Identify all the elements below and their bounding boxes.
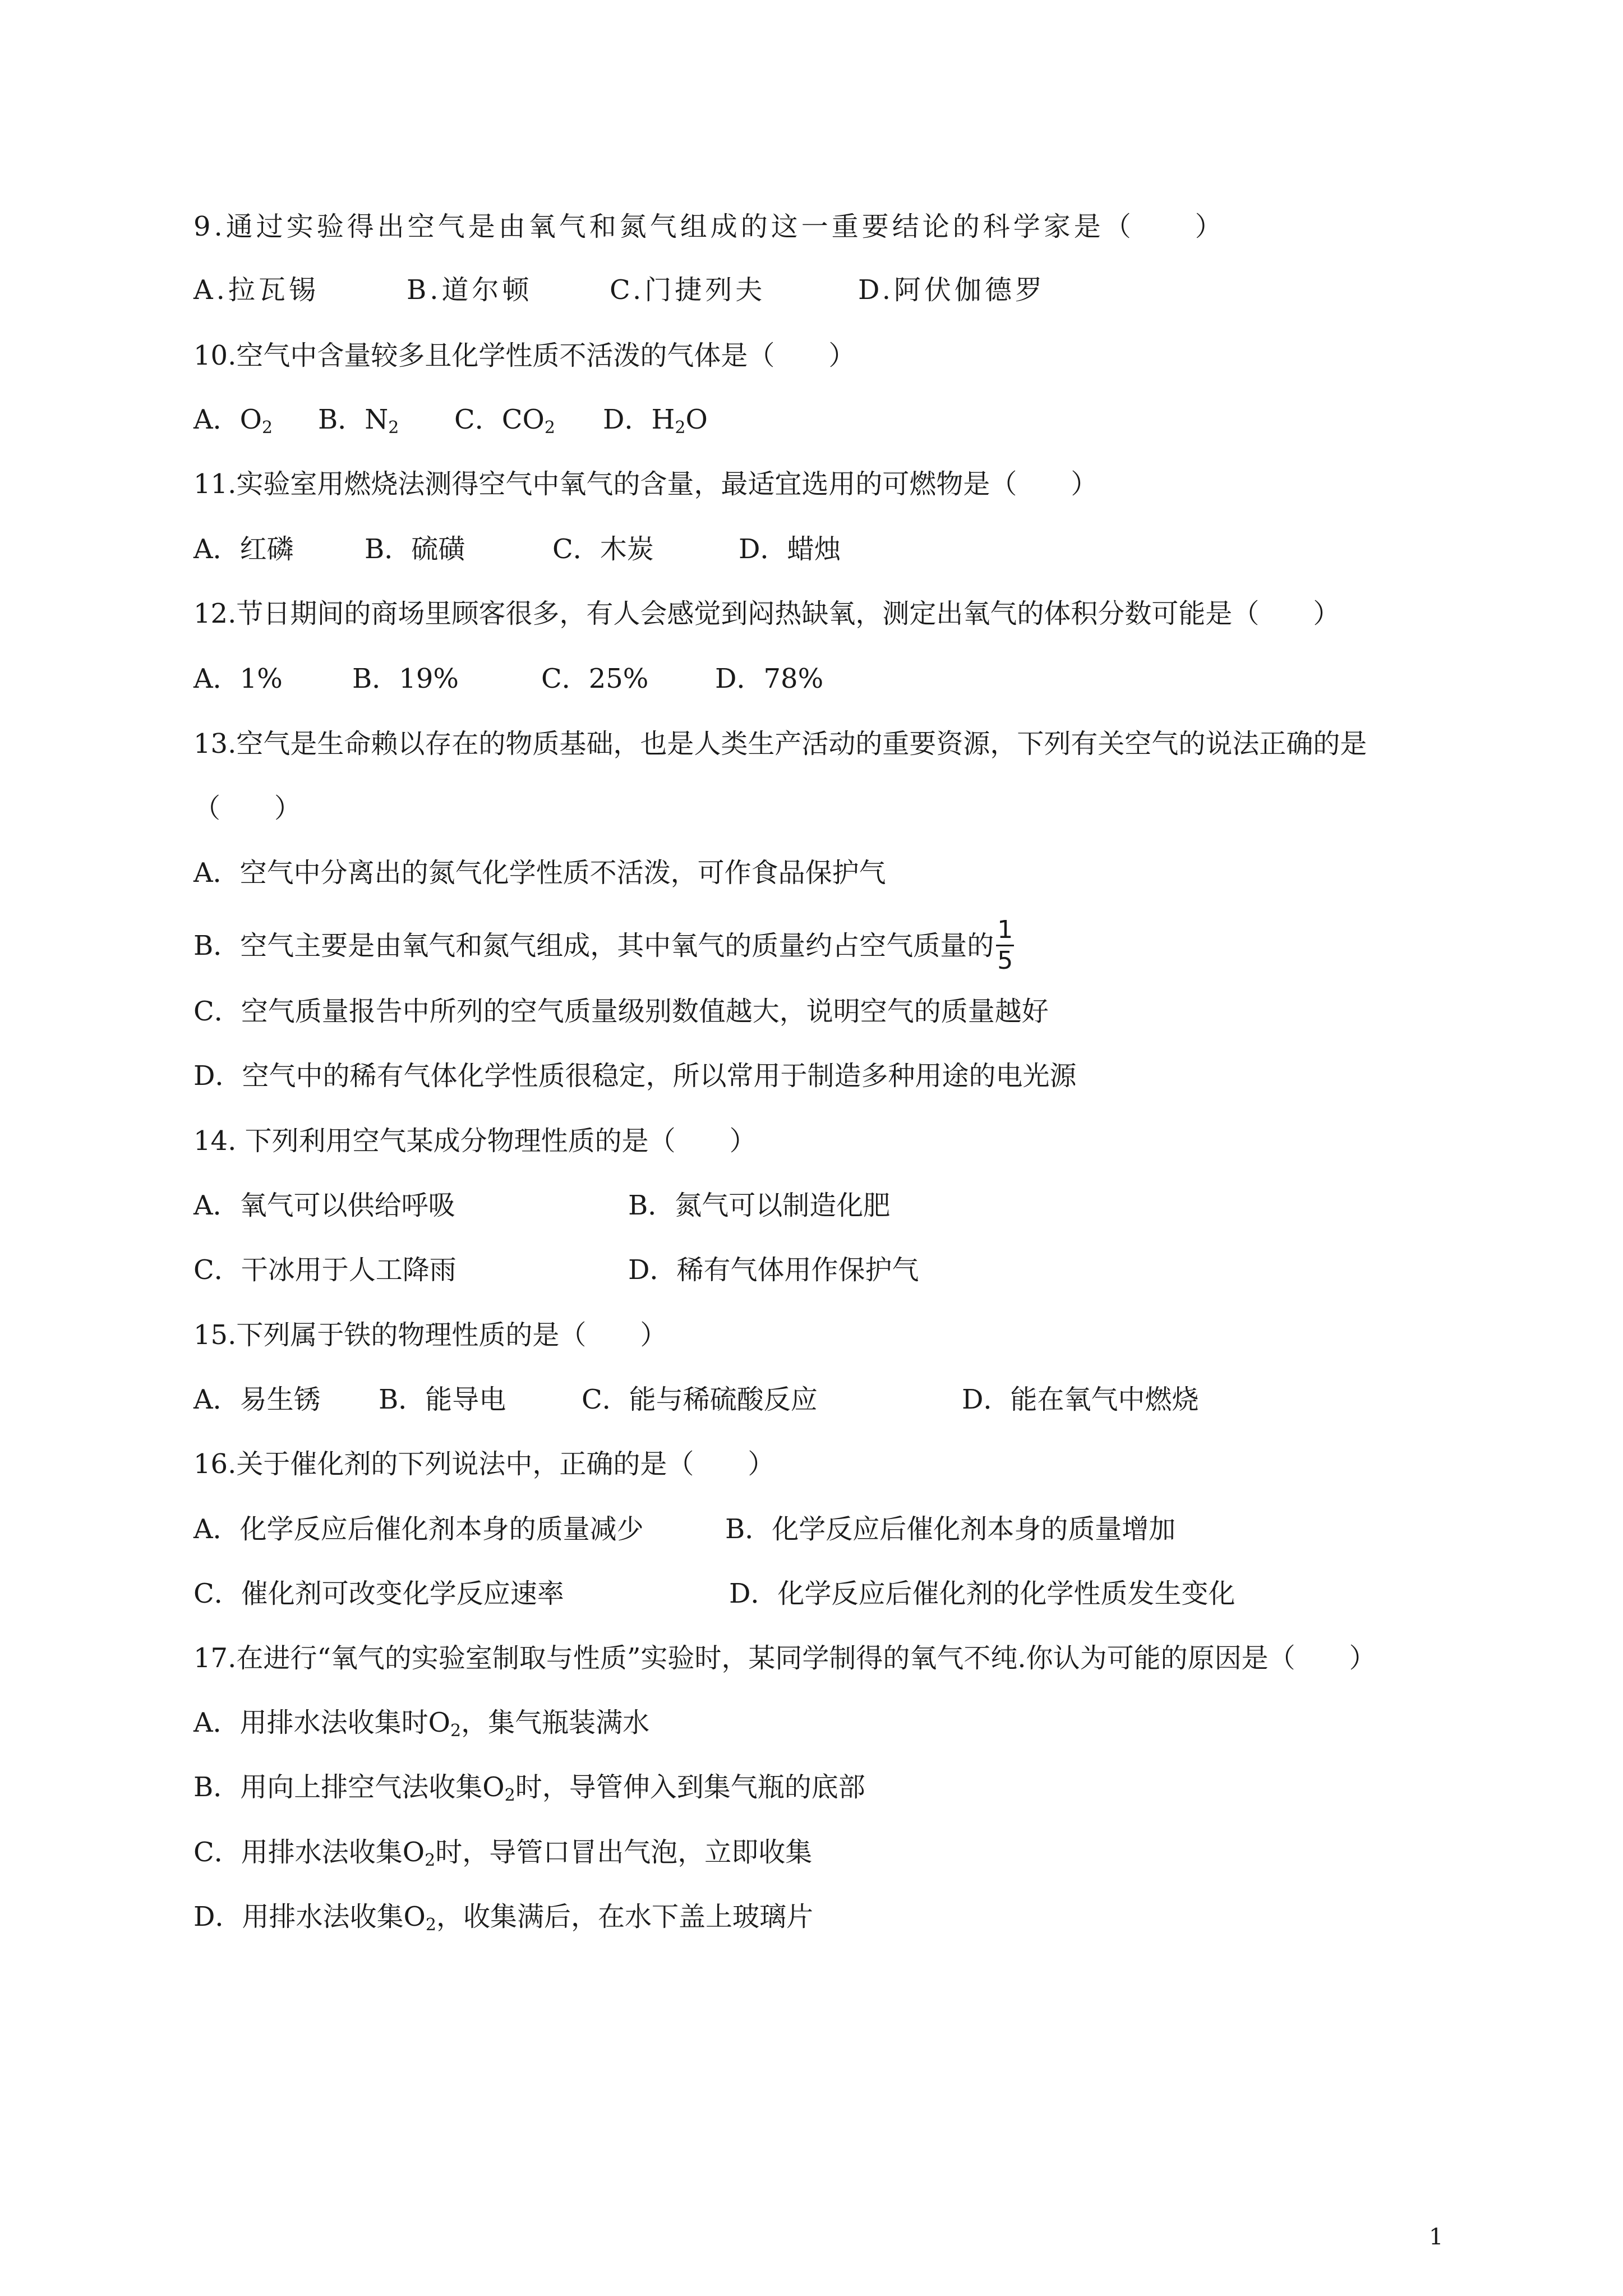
option-a: A．易生锈 <box>193 1384 321 1415</box>
option-c: C．能与稀硫酸反应 <box>582 1384 818 1415</box>
option-b: B．能导电 <box>379 1384 506 1415</box>
option-d: D.阿伏伽德罗 <box>858 274 1046 306</box>
option-a: A．1% <box>193 663 283 694</box>
question-11-stem: 11.实验室用燃烧法测得空气中氧气的含量，最适宜选用的可燃物是（ ） <box>193 468 1098 500</box>
option-b: B．氮气可以制造化肥 <box>628 1190 891 1221</box>
option-d: D．蜡烛 <box>739 533 841 565</box>
option-a: A．化学反应后催化剂本身的质量减少 <box>193 1513 644 1545</box>
option-c: C．25% <box>541 663 649 694</box>
option-a: A.拉瓦锡 <box>193 274 319 306</box>
option-d: D．能在氧气中燃烧 <box>962 1384 1199 1415</box>
question-17-option-d: D．用排水法收集$O_2$，收集满后，在水下盖上玻璃片 <box>193 1901 813 1935</box>
question-17-option-a: A．用排水法收集时$O_2$，集气瓶装满水 <box>193 1707 650 1741</box>
option-b: B．化学反应后催化剂本身的质量增加 <box>725 1513 1176 1545</box>
option-d: D．$H_2O$ <box>603 404 708 438</box>
option-c: C．木炭 <box>552 533 654 565</box>
question-14-stem: 14. 下列利用空气某成分物理性质的是（ ） <box>193 1125 757 1157</box>
question-13-option-c: C．空气质量报告中所列的空气质量级别数值越大，说明空气的质量越好 <box>193 996 1049 1027</box>
option-d: D．化学反应后催化剂的化学性质发生变化 <box>729 1578 1235 1609</box>
question-15-stem: 15.下列属于铁的物理性质的是（ ） <box>193 1319 667 1351</box>
option-b: B．$N_2$ <box>318 404 399 438</box>
question-10-stem: 10.空气中含量较多且化学性质不活泼的气体是（ ） <box>193 340 856 371</box>
question-13-option-b <box>193 915 1014 975</box>
question-13-stem: 13.空气是生命赖以存在的物质基础，也是人类生产活动的重要资源，下列有关空气的说法正确的是 <box>193 728 1367 760</box>
fraction <box>996 915 1014 975</box>
question-13-stem-cont: （ ） <box>193 793 302 824</box>
question-12-stem: 12.节日期间的商场里顾客很多，有人会感觉到闷热缺氧，测定出氧气的体积分数可能是（ ） <box>193 598 1340 629</box>
question-16-stem: 16.关于催化剂的下列说法中，正确的是（ ） <box>193 1448 775 1480</box>
option-b-text: B．空气主要是由氧气和氮气组成，其中氧气的质量约占空气质量的 <box>193 930 994 961</box>
option-a: A．氧气可以供给呼吸 <box>193 1190 455 1221</box>
question-13-option-d: D．空气中的稀有气体化学性质很稳定，所以常用于制造多种用途的电光源 <box>193 1060 1077 1092</box>
option-d: D．稀有气体用作保护气 <box>628 1254 919 1286</box>
page-number: 1 <box>1429 2224 1444 2250</box>
question-9-stem: 9.通过实验得出空气是由氧气和氮气组成的这一重要结论的科学家是（ ） <box>193 211 1225 242</box>
option-a: A．红磷 <box>193 533 294 565</box>
option-a: A．$O_2$ <box>193 404 273 438</box>
option-c: C．干冰用于人工降雨 <box>193 1254 457 1286</box>
option-b: B.道尔顿 <box>407 274 533 306</box>
fraction-numerator: 1 <box>996 918 1014 946</box>
question-17-option-c: C．用排水法收集$O_2$时，导管口冒出气泡，立即收集 <box>193 1837 813 1870</box>
option-b: B．19% <box>352 663 459 694</box>
question-17-option-b: B．用向上排空气法收集$O_2$时，导管伸入到集气瓶的底部 <box>193 1772 865 1805</box>
question-13-option-a: A．空气中分离出的氮气化学性质不活泼，可作食品保护气 <box>193 857 886 889</box>
option-c: C.门捷列夫 <box>610 274 766 306</box>
option-c: C．$CO_2$ <box>454 404 555 438</box>
option-c: C．催化剂可改变化学反应速率 <box>193 1578 564 1609</box>
option-b: B．硫磺 <box>365 533 465 565</box>
fraction-denominator: 5 <box>997 946 1013 975</box>
option-d: D．78% <box>715 663 824 694</box>
question-17-stem: 17.在进行“氧气的实验室制取与性质”实验时，某同学制得的氧气不纯.你认为可能的原因是（ ） <box>193 1642 1376 1674</box>
